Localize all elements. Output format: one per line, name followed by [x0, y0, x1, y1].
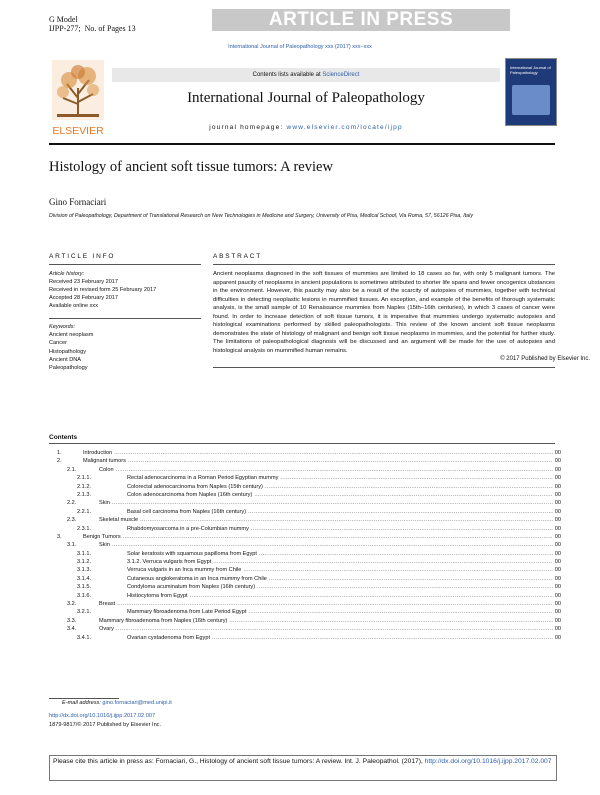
toc-page-number: 00 [554, 500, 561, 507]
toc-number: 2. [57, 458, 62, 465]
history-item: Received in revised form 25 February 2017 [49, 287, 157, 293]
article-info-heading: ARTICLE INFO [49, 253, 116, 260]
toc-title: Malignant tumors [83, 458, 126, 465]
toc-item[interactable] [49, 491, 561, 499]
toc-leader-dots [248, 608, 552, 616]
keyword: Ancient DNA [49, 356, 82, 363]
toc-page-number: 00 [554, 517, 561, 524]
contents-rule [49, 443, 555, 444]
toc-number: 3.1.4. [77, 575, 91, 582]
toc-page-number: 00 [554, 542, 561, 549]
article-history [49, 270, 209, 310]
toc-leader-dots [116, 466, 553, 474]
publisher-logo-text: ELSEVIER [52, 125, 104, 137]
toc-title: Ovary [99, 626, 114, 633]
toc-item[interactable] [49, 617, 561, 625]
toc-item[interactable] [49, 516, 561, 524]
citation-doi-link[interactable]: http://dx.doi.org/10.1016/j.ijpp.2017.02.007 [424, 758, 552, 765]
toc-title: Mammary fibroadenoma from Late Period Egypt [127, 609, 247, 616]
journal-homepage [112, 124, 500, 131]
history-item: Accepted 28 February 2017 [49, 295, 119, 301]
toc-leader-dots [213, 558, 553, 566]
elsevier-logo-icon [49, 58, 107, 140]
toc-title: Mammary fibroadenoma from Naples (16th century) [99, 617, 228, 624]
email-footnote [62, 700, 172, 706]
toc-leader-dots [280, 474, 552, 482]
toc-leader-dots [212, 634, 553, 642]
keywords-rule [49, 318, 201, 319]
info-rule [49, 264, 201, 265]
toc-number: 3.3. [67, 617, 77, 624]
toc-page-number: 00 [554, 559, 561, 566]
toc-leader-dots [112, 499, 553, 507]
toc-page-number: 00 [554, 525, 561, 532]
toc-item[interactable] [49, 541, 561, 549]
toc-page-number: 00 [554, 626, 561, 633]
history-label: Article history: [49, 271, 85, 277]
toc-item[interactable] [49, 466, 561, 474]
cover-figure [512, 85, 550, 115]
toc-item[interactable] [49, 592, 561, 600]
toc-page-number: 00 [554, 466, 561, 473]
toc-number: 3.2. [67, 601, 77, 608]
toc-number: 2.2. [67, 500, 77, 507]
g-model-label: G Model [49, 15, 78, 24]
toc-number: 3.4. [67, 626, 77, 633]
toc-title: Colorectal adenocarcinoma from Naples (15th century) [127, 483, 263, 490]
toc-number: 2.1.3. [77, 491, 91, 498]
toc-title: Introduction [83, 450, 113, 456]
toc-page-number: 00 [554, 592, 561, 599]
toc-leader-dots [114, 449, 553, 457]
toc-page-number: 00 [554, 584, 561, 591]
toc-page-number: 00 [554, 533, 561, 540]
toc-item[interactable] [49, 558, 561, 566]
toc-page-number: 00 [554, 634, 561, 641]
toc-leader-dots [229, 617, 552, 625]
toc-page-number: 00 [554, 567, 561, 574]
history-item: Available online xxx [49, 303, 99, 309]
toc-title: Colon [99, 466, 114, 473]
toc-number: 2.3.1. [77, 525, 91, 532]
toc-item[interactable] [49, 600, 561, 608]
toc-number: 3.1.5. [77, 584, 91, 591]
toc-leader-dots [117, 600, 553, 608]
toc-page-number: 00 [554, 483, 561, 490]
abstract-text: Ancient neoplasms diagnosed in the soft tissues of mummies are limited to 18 cases so far, with only 5 malignant tumors. The apparent paucity of neoplasms in ancient populations is sometimes attributed to shorter life spans and fewer oncogenics ubstances in the environment. However, this paucity may also be a result of the scarcity of autopsies of mummies, together with technical difficulties in detecting neoplastic lesions in mummified tissues. An exception, and example of the benefits of thorough systematic analysis, is the small sample of 10 Renaissance mummies from Naples (15th–16th centuries), in which 3 cases of cancer were found. In order to increase detection of soft tissue tumors, it is imperative that mummies undergo systematic autopsies and histological examinations performed by skilled paleopathologists. This review of the known ancient soft tissue neoplasms demonstrates the state of histology of malignant and benign soft tissue neoplasms in mummies, and the potential for further study. The limitations of paleopathological diagnosis will be discussed and an argument will be made for the use of autopsies and histological analysis on mummified human remains. [213, 271, 555, 354]
toc-title: 3.1.2. Verruca vulgaris from Egypt [127, 559, 212, 566]
toc-title: Histiocytoma from Egypt [127, 592, 188, 599]
table-of-contents [49, 449, 561, 642]
toc-leader-dots [123, 533, 553, 541]
toc-item[interactable] [49, 608, 561, 616]
footnote-rule [49, 698, 119, 699]
abstract-end-rule [213, 367, 555, 368]
citation-text [53, 757, 553, 766]
keyword: Paleopathology [49, 365, 88, 372]
history-item: Received 23 February 2017 [49, 279, 119, 285]
toc-title: Colon adenocarcinoma from Naples (16th century) [127, 491, 253, 498]
toc-title: Skin [99, 500, 110, 507]
toc-leader-dots [190, 592, 553, 600]
toc-page-number: 00 [554, 601, 561, 608]
keywords-label: Keywords: [49, 324, 76, 330]
toc-title: Solar keratosis with squamous papilloma from Egypt [127, 550, 257, 557]
toc-leader-dots [243, 566, 552, 574]
toc-number: 2.1.2. [77, 483, 91, 490]
homepage-link[interactable]: www.elsevier.com/locate/ijpp [286, 124, 403, 131]
toc-title: Skin [99, 542, 110, 549]
toc-number: 3.1.1. [77, 550, 91, 557]
toc-number: 2.1. [67, 466, 77, 473]
keywords [49, 323, 209, 372]
toc-page-number: 00 [554, 458, 561, 465]
toc-item[interactable] [49, 634, 561, 642]
cover-title: International Journal of Paleopathology [510, 65, 551, 75]
toc-item[interactable] [49, 474, 561, 482]
toc-leader-dots [259, 550, 553, 558]
toc-number: 3.1.6. [77, 592, 91, 599]
toc-page-number: 00 [554, 609, 561, 616]
toc-title: Skeletal muscle [99, 517, 139, 524]
journal-title: International Journal of Paleopathology [187, 90, 425, 106]
toc-leader-dots [257, 583, 553, 591]
toc-item[interactable] [49, 566, 561, 574]
issn-line: 1879-9817/© 2017 Published by Elsevier Inc. [49, 722, 162, 728]
toc-page-number: 00 [554, 550, 561, 557]
toc-page-number: 00 [554, 617, 561, 624]
contents-prefix: Contents lists available at [252, 72, 321, 78]
toc-title: Cutaneous angiokeratoma in an Inca mummy from Chile [127, 575, 267, 582]
toc-number: 3. [57, 533, 62, 540]
toc-item[interactable] [49, 550, 561, 558]
author-affiliation: Division of Paleopathology, Department of Translational Research on New Technologies in Medicine and Surgery, University of Pisa, Medical School, Via Roma, 57, 56126 Pisa, Italy [49, 213, 473, 219]
toc-leader-dots [269, 575, 553, 583]
toc-number: 3.1.3. [77, 567, 91, 574]
journal-cover-image [505, 58, 557, 126]
toc-item[interactable] [49, 499, 561, 507]
manuscript-info [49, 15, 136, 33]
toc-item[interactable] [49, 533, 561, 541]
author-name: Gino Fornaciari [49, 197, 107, 207]
doi-link[interactable]: http://dx.doi.org/10.1016/j.ijpp.2017.02.007 [49, 713, 156, 719]
keyword: Histopathology [49, 348, 87, 355]
contents-available-bar [112, 68, 500, 82]
toc-leader-dots [140, 516, 553, 524]
toc-leader-dots [251, 525, 553, 533]
toc-number: 2.3. [67, 517, 77, 524]
toc-page-number: 00 [554, 491, 561, 498]
toc-leader-dots [116, 625, 553, 633]
header-rule [49, 143, 555, 145]
toc-number: 1. [57, 450, 62, 456]
toc-number: 2.2.1. [77, 508, 91, 515]
journal-citation-line[interactable]: International Journal of Paleopathology xxx (2017) xxx–xxx [228, 44, 372, 50]
keyword: Cancer [49, 340, 68, 347]
article-in-press-banner: ARTICLE IN PRESS [212, 9, 510, 31]
toc-item[interactable] [49, 449, 561, 457]
homepage-prefix: journal homepage: [209, 124, 284, 131]
abstract-rule [213, 264, 555, 265]
citation-sentence: Please cite this article in press as: Fornaciari, G., Histology of ancient soft tissue tumors: A review. Int. J. Paleopathol. (2017), [53, 758, 423, 765]
toc-item[interactable] [49, 483, 561, 491]
keyword: Ancient neoplasm [49, 332, 94, 339]
toc-title: Rectal adenocarcinoma in a Roman Period Egyptian mummy [127, 475, 279, 482]
toc-title: Ovarian cystadenoma from Egypt [127, 634, 211, 641]
toc-item[interactable] [49, 575, 561, 583]
toc-number: 2.1.1. [77, 475, 91, 482]
toc-leader-dots [112, 541, 553, 549]
toc-item[interactable] [49, 625, 561, 633]
toc-item[interactable] [49, 583, 561, 591]
toc-number: 3.1.2. [77, 559, 91, 566]
toc-item[interactable] [49, 508, 561, 516]
toc-item[interactable] [49, 525, 561, 533]
toc-page-number: 00 [554, 575, 561, 582]
toc-leader-dots [254, 491, 552, 499]
toc-number: 3.4.1. [77, 634, 91, 641]
toc-number: 3.1. [67, 542, 77, 549]
sciencedirect-link[interactable]: ScienceDirect [322, 72, 360, 78]
article-title: Histology of ancient soft tissue tumors: A review [49, 159, 333, 175]
abstract-heading: ABSTRACT [213, 253, 263, 260]
copyright: © 2017 Published by Elsevier Inc. [500, 356, 590, 362]
manuscript-id: IJPP-277; [49, 24, 81, 33]
email-link[interactable]: gino.fornaciari@med.unipi.it [102, 700, 172, 706]
toc-leader-dots [128, 457, 553, 465]
toc-leader-dots [265, 483, 553, 491]
toc-title: Verruca vulgaris in an Inca mummy from Chile [127, 567, 242, 574]
toc-leader-dots [248, 508, 553, 516]
toc-page-number: 00 [554, 508, 561, 515]
toc-title: Breast [99, 601, 116, 608]
page-count: No. of Pages 13 [84, 24, 136, 33]
toc-title: Basal cell carcinoma from Naples (16th century) [127, 508, 247, 515]
toc-title: Condyloma acuminatum from Naples (16th century) [127, 584, 256, 591]
toc-page-number: 00 [554, 450, 561, 456]
email-label: E-mail address: [62, 700, 101, 706]
toc-title: Rhabdomyosarcoma in a pre-Columbian mummy [127, 525, 249, 532]
toc-number: 3.2.1. [77, 609, 91, 616]
toc-page-number: 00 [554, 475, 561, 482]
toc-title: Benign Tumors [83, 533, 121, 540]
toc-item[interactable] [49, 457, 561, 465]
contents-heading: Contents [49, 434, 78, 441]
